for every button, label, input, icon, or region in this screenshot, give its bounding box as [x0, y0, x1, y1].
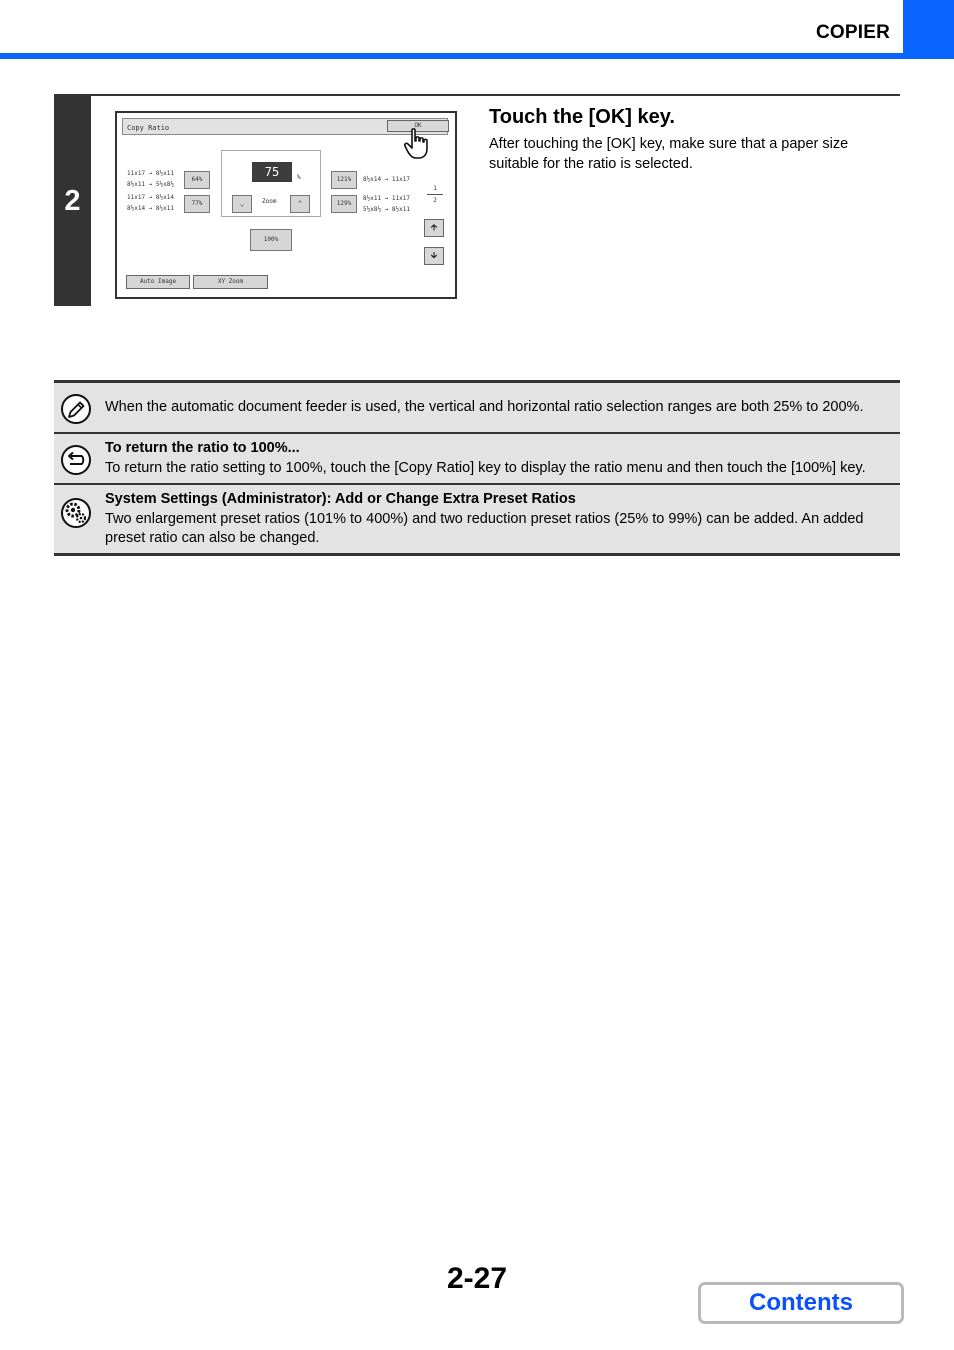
chevron-up-icon: ⌃	[297, 199, 303, 208]
arrow-up-icon: 🡱	[430, 223, 438, 233]
note-text	[105, 434, 885, 478]
header-bar	[0, 53, 954, 59]
scroll-down-button[interactable]	[424, 247, 444, 265]
header-corner-block	[903, 0, 954, 59]
preset-paper-text: 8½x11 → 5½x8½	[127, 181, 174, 188]
preset-paper-text: 11x17 → 8½x11	[127, 170, 174, 177]
section-title: COPIER	[815, 22, 890, 43]
chevron-down-icon: ⌄	[239, 199, 245, 208]
scroll-up-button[interactable]	[424, 219, 444, 237]
note-return-100	[54, 434, 900, 485]
page-current: 1	[433, 185, 437, 192]
zoom-value-display: 75	[252, 162, 292, 182]
note-title: To return the ratio to 100%...	[105, 440, 300, 456]
note-body: Two enlargement preset ratios (101% to 400%) and two reduction preset ratios (25% to 99%) can be added. An added preset ratio can also be changed.	[105, 510, 864, 546]
step-number: 2	[54, 96, 91, 306]
page-indicator	[425, 183, 445, 206]
preset-paper-text: 5½x8½ → 8½x11	[363, 206, 410, 213]
preset-paper-text: 8½x11 → 11x17	[363, 195, 410, 202]
preset-paper-text: 11x17 → 8½x14	[127, 194, 174, 201]
xy-zoom-tab[interactable]: XY Zoom	[193, 275, 268, 289]
preset-121-button[interactable]: 121%	[331, 171, 357, 189]
contents-button[interactable]: Contents	[698, 1282, 904, 1324]
percent-sign: %	[297, 174, 301, 181]
note-text	[105, 485, 885, 549]
copy-ratio-screen	[115, 111, 457, 299]
auto-image-tab[interactable]: Auto Image	[126, 275, 190, 289]
pencil-icon	[60, 393, 92, 425]
preset-paper-text: 8½x14 → 8½x11	[127, 205, 174, 212]
screen-title-bar	[122, 118, 448, 135]
page-number: 2-27	[446, 1262, 508, 1295]
return-icon	[60, 444, 92, 476]
ratio-100-button[interactable]: 100%	[250, 229, 292, 251]
preset-64-button[interactable]: 64%	[184, 171, 210, 189]
note-text: When the automatic document feeder is used, the vertical and horizontal ratio selection ranges are both 25% to 200%.	[105, 399, 864, 415]
notes-box	[54, 380, 900, 556]
system-settings-icon	[60, 497, 92, 529]
step-divider	[54, 94, 900, 96]
zoom-label: Zoom	[262, 198, 277, 205]
ok-button[interactable]: OK	[387, 120, 449, 132]
screen-title: Copy Ratio	[127, 124, 170, 132]
zoom-up-button[interactable]	[290, 195, 310, 213]
pointing-hand-icon	[403, 127, 437, 161]
preset-129-button[interactable]: 129%	[331, 195, 357, 213]
page-total: 2	[433, 197, 437, 204]
zoom-down-button[interactable]	[232, 195, 252, 213]
step-description: After touching the [OK] key, make sure that a paper size suitable for the ratio is selected.	[489, 136, 849, 172]
zoom-panel	[221, 150, 321, 217]
arrow-down-icon: 🡳	[430, 251, 438, 261]
note-title: System Settings (Administrator): Add or Change Extra Preset Ratios	[105, 491, 576, 507]
preset-77-button[interactable]: 77%	[184, 195, 210, 213]
note-body: To return the ratio setting to 100%, touch the [Copy Ratio] key to display the ratio menu and then touch the [100%] key.	[105, 459, 866, 476]
note-system-settings	[54, 485, 900, 553]
step-heading: Touch the [OK] key.	[489, 106, 675, 128]
note-adf	[54, 383, 900, 434]
preset-paper-text: 8½x14 → 11x17	[363, 176, 410, 183]
